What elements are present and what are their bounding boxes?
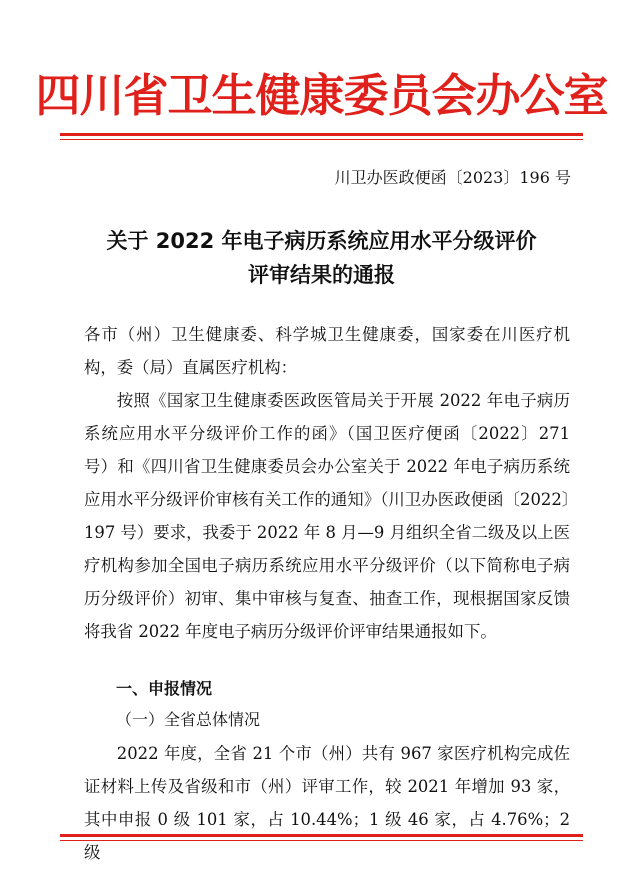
document-title-line-2: 评审结果的通报 xyxy=(248,263,395,287)
addressee-block xyxy=(84,318,570,384)
addressee: 各市（州）卫生健康委、科学城卫生健康委，国家委在川医疗机构，委（局）直属医疗机构： xyxy=(84,325,570,377)
masthead-org-name: 四川省卫生健康委员会办公室 xyxy=(35,69,608,122)
section-1-1-block xyxy=(84,737,570,869)
document-number: 川卫办医政便函〔2023〕196 号 xyxy=(334,168,571,187)
intro-block xyxy=(84,384,570,648)
footer-rule-thin xyxy=(60,840,583,841)
intro-paragraph: 按照《国家卫生健康委医政医管局关于开展 2022 年电子病历系统应用水平分级评价工作的函》（国卫医疗便函〔2022〕271 号）和《四川省卫生健康委员会办公室关于 2022 年电子病历系统应用水平分级评价审核有关工作的通知》（川卫办医政便函〔2022〕197 号）要求，我委于 2022 年 8 月—9 月组织全省二级及以上医疗机构参加全国电子病历系统应用水平分级评价（以下简称电子病历分级评价）初审、集中审核与复查、抽查工作，现根据国家反馈将我省 2022 年度电子病历分级评价评审结果通报如下。 xyxy=(84,391,570,641)
section-1-1-paragraph: 2022 年度，全省 21 个市（州）共有 967 家医疗机构完成佐证材料上传及省级和市（州）评审工作，较 2021 年增加 93 家，其中申报 0 级 101 家，占 10.44%；1 级 46 家，占 4.76%；2 级 xyxy=(84,744,570,862)
document-title-line-1: 关于 2022 年电子病历系统应用水平分级评价 xyxy=(106,229,537,253)
footer-rule-thick xyxy=(60,834,583,837)
section-1-heading: 一、申报情况 xyxy=(116,679,213,698)
section-1-1-heading: （一）全省总体情况 xyxy=(116,710,261,729)
masthead-rule-thin xyxy=(60,139,583,140)
masthead-rule-thick xyxy=(60,133,583,136)
